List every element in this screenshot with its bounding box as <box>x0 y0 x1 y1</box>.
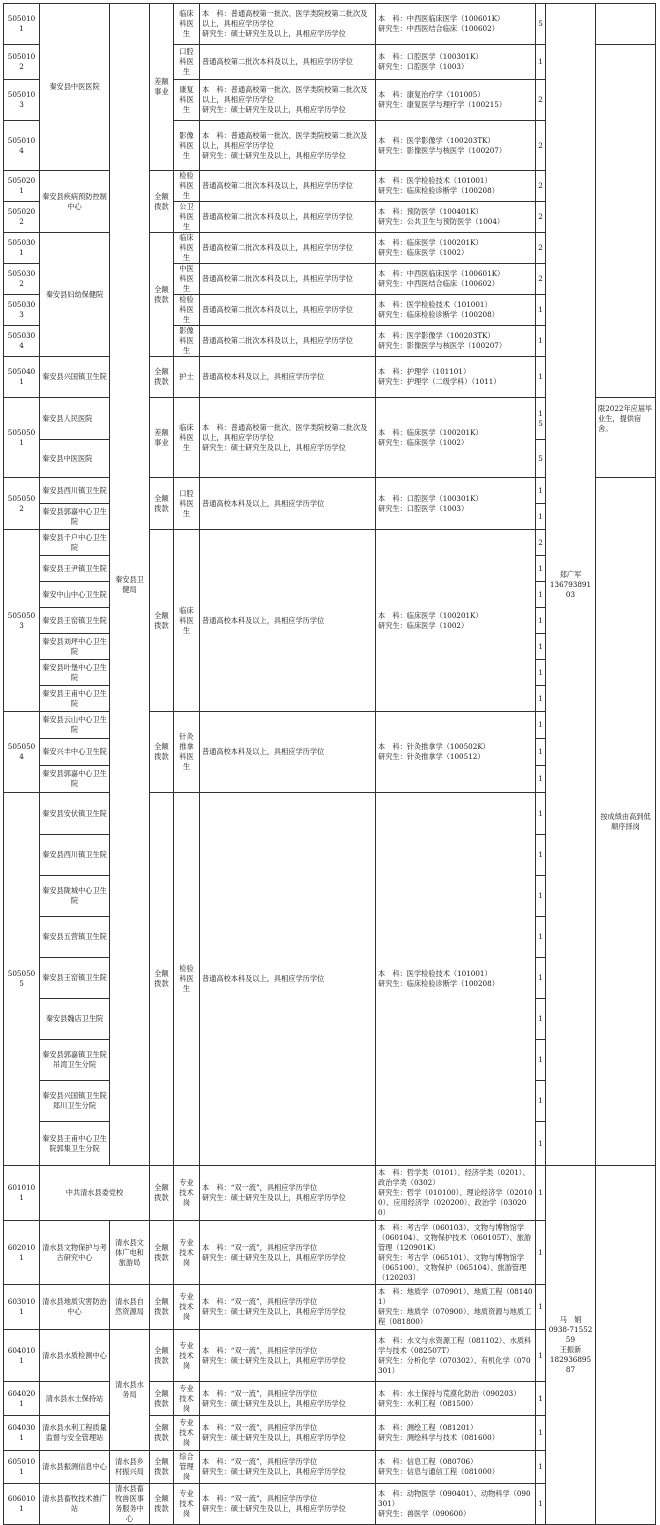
funding-type: 全额拨款 <box>150 357 174 398</box>
hire-count: 2 <box>536 121 546 171</box>
unit-name: 秦安县妇幼保健院 <box>40 233 110 357</box>
major-req: 本 科：医学影像学（100203TK） 研究生：影像医学与核医学（100207） <box>378 331 507 350</box>
education-req: 本 科：普通高校第一批次、医学类院校第二批次及以上，具相应学历学位 研究生：硕士研究生及以上，具相应学历学位 <box>202 422 368 452</box>
hire-count: 1 <box>536 660 546 686</box>
post-code: 5050501 <box>4 398 40 478</box>
post-code: 6010101 <box>4 1166 40 1221</box>
post-name: 公卫科医生 <box>174 202 200 233</box>
major-req: 本 科：医学影像学（100203TK） 研究生：影像医学与核医学（100207） <box>378 135 507 155</box>
hire-count: 2 <box>536 202 546 233</box>
unit-name: 秦安县郭嘉中心卫生院 <box>40 766 110 793</box>
hire-count: 1 <box>536 917 546 958</box>
hire-count: 1 <box>536 958 546 999</box>
hire-count: 1 <box>536 793 546 835</box>
major-req: 本 科：临床医学（100201K） 研究生：临床医学（1002） <box>378 238 483 257</box>
hire-count: 1 <box>536 835 546 876</box>
contact-info: 郑广军 13679389103 <box>549 569 592 599</box>
major-req: 本 科：预防医学（100401K） 研究生：公共卫生与预防医学（1004） <box>378 207 505 226</box>
hire-count: 1 <box>536 634 546 660</box>
post-code: 5050304 <box>4 326 40 357</box>
dept-name: 清水县水务局 <box>110 1330 150 1451</box>
hire-count: 1 <box>536 504 546 530</box>
hire-count: 1 <box>536 1122 546 1166</box>
unit-name: 秦安县安伏镇卫生院 <box>40 793 110 835</box>
education-req: 普通高校第二批次本科及以上，具相应学历学位 <box>200 45 376 80</box>
post-name: 临床科医生 <box>174 4 200 45</box>
major-req: 本 科：测绘工程（081201） 研究生：测绘科学与技术（081600） <box>378 1423 499 1442</box>
unit-name: 秦安兴丰中心卫生院 <box>40 739 110 766</box>
note-cell <box>596 1166 656 1525</box>
unit-name: 秦安县中医医院 <box>40 4 110 171</box>
post-code: 5050502 <box>4 478 40 530</box>
post-code: 6050101 <box>4 1451 40 1484</box>
education-req: 普通高校第二批次本科及以上，具相应学历学位 <box>200 202 376 233</box>
hire-count: 1 <box>536 1451 546 1484</box>
post-code: 6020101 <box>4 1221 40 1285</box>
hire-count: 1 <box>536 1330 546 1382</box>
hire-count: 15 <box>536 398 546 440</box>
education-req: 普通高校本科及以上，具相应学历学位 <box>200 357 376 398</box>
post-code: 5050104 <box>4 121 40 171</box>
major-req: 本 科：信息工程（080706） 研究生：信息与通信工程（081000） <box>378 1457 499 1476</box>
post-code: 5050101 <box>4 4 40 45</box>
funding-type: 全额拨款 <box>150 793 174 1166</box>
dept-name: 清水县乡村振兴局 <box>110 1451 150 1484</box>
funding-type: 全额拨款 <box>150 712 174 793</box>
unit-name: 秦安县西川镇卫生院 <box>40 478 110 504</box>
funding-type: 全额拨款 <box>150 1285 174 1330</box>
unit-name: 中共清水县委党校 <box>40 1166 150 1221</box>
post-name: 专业技术岗 <box>174 1382 200 1416</box>
post-code: 5050505 <box>4 793 40 1166</box>
post-code: 5050504 <box>4 712 40 793</box>
post-code: 6040101 <box>4 1330 40 1382</box>
education-req: 普通高校本科及以上，具相应学历学位 <box>200 793 376 1166</box>
major-req: 本 科：护理学（101101） 研究生：护理学（二级学科）（1011） <box>378 367 501 386</box>
unit-name: 秦安县王甫中心卫生院 <box>40 686 110 712</box>
post-code: 5050201 <box>4 171 40 202</box>
dept-name: 秦安县卫健局 <box>110 4 150 1166</box>
major-req: 本 科：医学检验技术（101001） 研究生：临床检验诊断学（100208） <box>378 300 499 319</box>
note-cell: 按成绩由高到低顺序择岗 <box>596 478 656 1166</box>
education-req: 本 科：“双一流”，具相应学历学位 研究生：硕士研究生及以上，具相应学历学位 <box>202 1242 346 1262</box>
major-req: 本 科：康复治疗学（101005） 研究生：康复医学与理疗学（100215） <box>378 90 507 109</box>
hire-count: 1 <box>536 326 546 357</box>
dept-name: 清水县文体广电和旅游局 <box>110 1221 150 1285</box>
hire-count: 2 <box>536 171 546 202</box>
post-code: 5050401 <box>4 357 40 398</box>
hire-count: 2 <box>536 80 546 121</box>
hire-count: 1 <box>536 686 546 712</box>
funding-type: 全额拨款 <box>150 478 174 530</box>
post-code: 6060101 <box>4 1484 40 1525</box>
unit-name: 清水县畜牧技术推广站 <box>40 1484 110 1525</box>
funding-type: 全额拨款 <box>150 1166 174 1221</box>
post-code: 5050102 <box>4 45 40 80</box>
education-req: 本 科：“双一流”，具相应学历学位 研究生：硕士研究生及以上，具相应学历学位 <box>202 1423 346 1442</box>
funding-type: 差额事业 <box>150 4 174 171</box>
hire-count: 5 <box>536 440 546 478</box>
hire-count: 1 <box>536 1081 546 1122</box>
funding-type: 全额拨款 <box>150 1382 174 1416</box>
major-req: 本 科：中西医临床医学（100601K） 研究生：中西医结合临床（100602） <box>378 269 505 288</box>
contact-info: 马 娟 0938-7155259 王振新 18293689587 <box>548 1315 593 1374</box>
post-name: 临床科医生 <box>174 530 200 712</box>
hire-count: 1 <box>536 45 546 80</box>
unit-name: 清水县水利工程质量监督与安全管理站 <box>40 1416 110 1451</box>
major-req: 本 科：口腔医学（100301K） 研究生：口腔医学（1003） <box>378 52 483 71</box>
education-req: 普通高校第二批次本科及以上，具相应学历学位 <box>200 326 376 357</box>
post-name: 影像科医生 <box>174 121 200 171</box>
post-name: 专业技术岗 <box>174 1416 200 1451</box>
post-name: 检验科医生 <box>174 793 200 1166</box>
education-req: 本 科：“双一流”，具相应学历学位 研究生：硕士研究生及以上，具相应学历学位 <box>202 1183 346 1202</box>
education-req: 普通高校第二批次本科及以上，具相应学历学位 <box>200 295 376 326</box>
education-req: 普通高校第二批次本科及以上，具相应学历学位 <box>200 233 376 264</box>
unit-name: 秦安县王窑镇卫生院 <box>40 958 110 999</box>
post-code: 6040201 <box>4 1382 40 1416</box>
post-name: 专业技术岗 <box>174 1285 200 1330</box>
unit-name: 秦安县王窑镇卫生院 <box>40 608 110 634</box>
major-req: 本 科：动物医学（090401）、动物科学（090301） 研究生：兽医学（090600） <box>378 1489 531 1518</box>
unit-name: 秦安县五营镇卫生院 <box>40 917 110 958</box>
post-code: 5050103 <box>4 80 40 121</box>
post-name: 护士 <box>174 357 200 398</box>
hire-count: 1 <box>536 1285 546 1330</box>
unit-name: 秦安县西川镇卫生院 <box>40 835 110 876</box>
hire-count: 1 <box>536 357 546 398</box>
education-req: 本 科：普通高校第一批次、医学类院校第二批次及以上，具相应学历学位 研究生：硕士研究生及以上，具相应学历学位 <box>202 9 368 38</box>
unit-name: 秦安县千户中心卫生院 <box>40 530 110 556</box>
post-name: 专业技术岗 <box>174 1330 200 1382</box>
funding-type: 全额拨款 <box>150 1330 174 1382</box>
post-code: 5050301 <box>4 233 40 264</box>
unit-name: 秦安县云山中心卫生院 <box>40 712 110 739</box>
table-row <box>4 4 656 45</box>
post-name: 康复科医生 <box>174 80 200 121</box>
post-name: 口腔科医生 <box>174 478 200 530</box>
unit-name: 清水县振测信息中心 <box>40 1451 110 1484</box>
unit-name: 秦安县疾病预防控制中心 <box>40 171 110 233</box>
unit-name: 秦安县兴国镇卫生院郑川卫生分院 <box>40 1081 110 1122</box>
education-req: 本 科：“双一流”，具相应学历学位 研究生：硕士研究生及以上，具相应学历学位 <box>202 1457 346 1476</box>
hire-count: 5 <box>536 4 546 45</box>
post-name: 临床科医生 <box>174 398 200 478</box>
unit-name: 秦安县陇城中心卫生院 <box>40 876 110 917</box>
unit-name: 秦安中山中心卫生院 <box>40 582 110 608</box>
hire-count: 1 <box>536 1040 546 1081</box>
hire-count: 1 <box>536 739 546 766</box>
hire-count: 1 <box>536 876 546 917</box>
funding-type: 全额拨款 <box>150 530 174 712</box>
major-req: 本 科：地质学（070901）、地质工程（081401） 研究生：地质学（070900）、地质资源与地质工程（081800） <box>378 1287 533 1326</box>
major-req: 本 科：医学检验技术（101001） 研究生：临床检验诊断学（100208） <box>378 176 499 195</box>
unit-name: 清水县文物保护与考古研究中心 <box>40 1221 110 1285</box>
education-req: 本 科：普通高校第一批次、医学类院校第二批次及以上，具相应学历学位 研究生：硕士研究生及以上，具相应学历学位 <box>202 85 368 114</box>
hire-count: 2 <box>536 233 546 264</box>
post-code: 5050503 <box>4 530 40 712</box>
funding-type: 全额拨款 <box>150 1221 174 1285</box>
post-name: 综合管理岗 <box>174 1451 200 1484</box>
post-code: 6030101 <box>4 1285 40 1330</box>
major-req: 本 科：中西医临床医学（100601K） 研究生：中西医结合临床（100602） <box>378 14 505 33</box>
recruitment-table <box>3 3 656 1525</box>
funding-type: 差额事业 <box>150 398 174 478</box>
funding-type: 全额拨款 <box>150 233 174 357</box>
post-name: 中医科医生 <box>174 264 200 295</box>
unit-name: 秦安县魏店卫生院 <box>40 999 110 1040</box>
note-cell <box>596 45 656 398</box>
major-req: 本 科：口腔医学（100301K） 研究生：口腔医学（1003） <box>378 493 483 513</box>
post-name: 检验科医生 <box>174 295 200 326</box>
hire-count: 2 <box>536 530 546 556</box>
unit-name: 清水县水质检测中心 <box>40 1330 110 1382</box>
post-name: 影像科医生 <box>174 326 200 357</box>
education-req: 本 科：普通高校第一批次、医学类院校第二批次及以上，具相应学历学位 研究生：硕士研究生及以上，具相应学历学位 <box>202 130 368 160</box>
post-name: 口腔科医生 <box>174 45 200 80</box>
table-row <box>4 1166 656 1221</box>
education-req: 本 科：“双一流”，具相应学历学位 研究生：硕士研究生及以上，具相应学历学位 <box>202 1494 346 1513</box>
unit-name: 秦安县郭嘉镇卫生院吊湾卫生分院 <box>40 1040 110 1081</box>
hire-count: 1 <box>536 478 546 504</box>
unit-name: 清水县水土保持站 <box>40 1382 110 1416</box>
hire-count: 1 <box>536 582 546 608</box>
hire-count: 1 <box>536 999 546 1040</box>
major-req: 本 科：水土保持与荒漠化防治（090203） 研究生：水利工程（081500） <box>378 1388 521 1408</box>
education-req: 普通高校本科及以上，具相应学历学位 <box>200 530 376 712</box>
post-code: 5050302 <box>4 264 40 295</box>
funding-type: 全额拨款 <box>150 171 174 233</box>
hire-count: 1 <box>536 766 546 793</box>
hire-count: 1 <box>536 608 546 634</box>
hire-count: 1 <box>536 1166 546 1221</box>
major-req: 本 科：针灸推拿学（100502K） 研究生：针灸推拿学（100512） <box>378 742 490 761</box>
hire-count: 1 <box>536 712 546 739</box>
hire-count: 1 <box>536 1221 546 1285</box>
unit-name: 秦安县叶堡中心卫生院 <box>40 660 110 686</box>
unit-name: 秦安县兴国镇卫生院 <box>40 357 110 398</box>
post-name: 检验科医生 <box>174 171 200 202</box>
education-req: 普通高校本科及以上，具相应学历学位 <box>200 712 376 793</box>
hire-count: 1 <box>536 556 546 582</box>
post-name: 针灸推拿科医生 <box>174 712 200 793</box>
education-req: 普通高校第二批次本科及以上，具相应学历学位 <box>200 171 376 202</box>
major-req: 本 科：考古学（060103）、文物与博物馆学（060104）、文物保护技术（060105T）、旅游管理（120901K） 研究生：考古学（065101）、文物与博物馆学（065100）、文物保护（065104）、旅游管理（120203） <box>378 1222 532 1282</box>
note-cell <box>596 4 656 45</box>
education-req: 本 科：“双一流”，具相应学历学位 研究生：硕士研究生及以上，具相应学历学位 <box>202 1297 346 1316</box>
hire-count: 2 <box>536 264 546 295</box>
dept-name: 清水县自然资源局 <box>110 1285 150 1330</box>
unit-name: 秦安县王尹镇卫生院 <box>40 556 110 582</box>
note-cell: 限2022年应届毕业生，提供宿舍。 <box>596 398 656 478</box>
major-req: 本 科：临床医学（100201K） 研究生：临床医学（1002） <box>378 427 483 447</box>
post-name: 临床科医生 <box>174 233 200 264</box>
education-req: 普通高校本科及以上，具相应学历学位 <box>200 478 376 530</box>
education-req: 普通高校第二批次本科及以上，具相应学历学位 <box>200 264 376 295</box>
unit-name: 秦安县刘坪中心卫生院 <box>40 634 110 660</box>
funding-type: 全额拨款 <box>150 1484 174 1525</box>
hire-count: 1 <box>536 1484 546 1525</box>
education-req: 本 科：“双一流”，具相应学历学位 研究生：硕士研究生及以上，具相应学历学位 <box>202 1345 346 1365</box>
unit-name: 秦安县王甫中心卫生院郭集卫生分院 <box>40 1122 110 1166</box>
post-name: 专业技术岗 <box>174 1166 200 1221</box>
major-req: 本 科：水文与水资源工程（081102）、水质科学与技术（082507T） 研究生：分析化学（070302）、有机化学（070301） <box>378 1335 532 1375</box>
funding-type: 全额拨款 <box>150 1451 174 1484</box>
unit-name: 秦安县中医医院 <box>40 440 110 478</box>
post-code: 6040301 <box>4 1416 40 1451</box>
major-req: 本 科：医学检验技术（101001） 研究生：临床检验诊断学（100208） <box>378 969 499 988</box>
education-req: 本 科：“双一流”，具相应学历学位 研究生：硕士研究生及以上，具相应学历学位 <box>202 1388 346 1408</box>
funding-type: 全额拨款 <box>150 1416 174 1451</box>
post-code: 5050303 <box>4 295 40 326</box>
unit-name: 清水县地质灾害防治中心 <box>40 1285 110 1330</box>
post-name: 专业技术岗 <box>174 1484 200 1525</box>
unit-name: 秦安县人民医院 <box>40 398 110 440</box>
major-req: 本 科：哲学类（0101）、经济学类（0201）、政治学类（0302） 研究生：哲学（010100）、理论经济学（020100）、应用经济学（020200）、政治学（030200） <box>378 1168 533 1217</box>
post-name: 专业技术岗 <box>174 1221 200 1285</box>
major-req: 本 科：临床医学（100201K） 研究生：临床医学（1002） <box>378 610 483 630</box>
unit-name: 秦安县郭嘉中心卫生院 <box>40 504 110 530</box>
hire-count: 1 <box>536 1416 546 1451</box>
dept-name: 清水县畜牧兽医事务服务中心 <box>110 1484 150 1525</box>
hire-count: 1 <box>536 295 546 326</box>
post-code: 5050202 <box>4 202 40 233</box>
hire-count: 1 <box>536 1382 546 1416</box>
